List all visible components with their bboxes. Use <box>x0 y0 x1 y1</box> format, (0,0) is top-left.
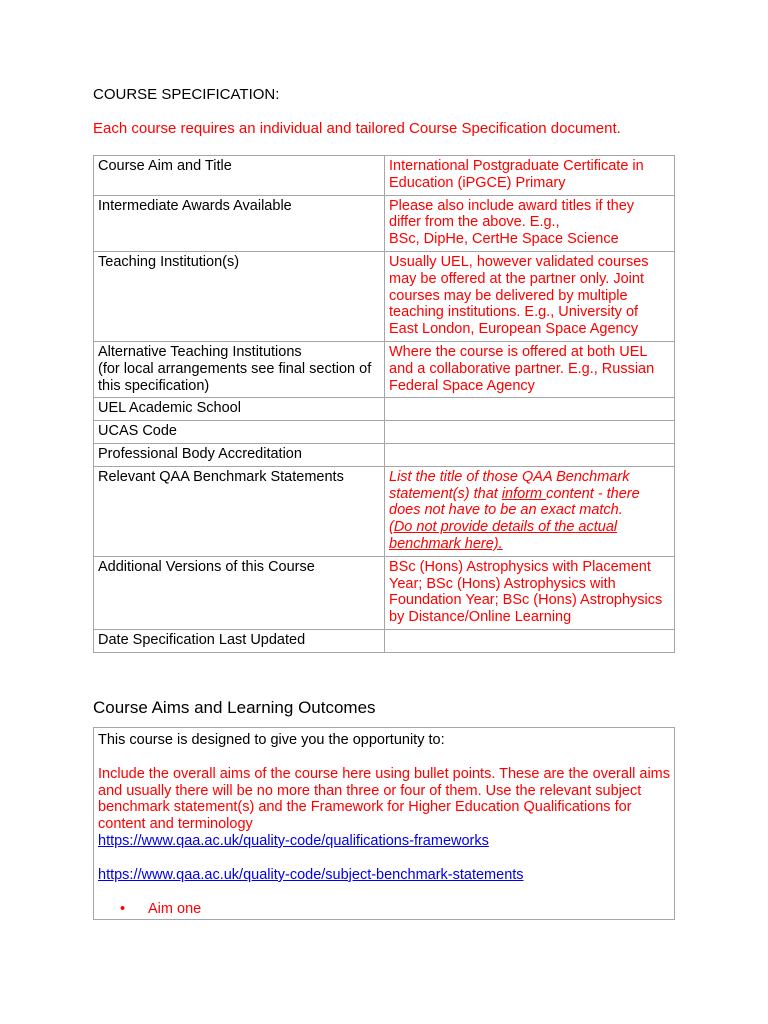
row-label-line: (for local arrangements see final section of this specification) <box>98 360 372 394</box>
aims-instructions: Include the overall aims of the course here using bullet points. These are the overall aims and usually there will be no more than three or four of them. Use the relevant subject benchmark statement(s) and the Framework for Higher Education Qualifications for content and terminology <box>98 765 670 833</box>
section-title: Course Aims and Learning Outcomes <box>93 698 376 717</box>
row-value-line: Please also include award titles if they differ from the above. E.g., <box>389 197 635 231</box>
row-value-empty[interactable] <box>385 398 675 421</box>
list-item <box>98 901 670 918</box>
table-row <box>94 341 675 397</box>
row-label-line: Alternative Teaching Institutions <box>98 343 302 360</box>
table-row <box>94 421 675 444</box>
table-row <box>94 398 675 421</box>
subject-benchmark-link[interactable]: https://www.qaa.ac.uk/quality-code/subject-benchmark-statements <box>98 866 524 883</box>
row-label: Teaching Institution(s) <box>94 251 385 341</box>
table-row <box>94 443 675 466</box>
row-label: Professional Body Accreditation <box>94 443 385 466</box>
qualifications-frameworks-link[interactable]: https://www.qaa.ac.uk/quality-code/qualifications-frameworks <box>98 832 489 849</box>
row-label: Intermediate Awards Available <box>94 195 385 251</box>
table-row <box>94 466 675 556</box>
table-row <box>94 156 675 196</box>
row-label <box>94 341 385 397</box>
row-value: International Postgraduate Certificate in Education (iPGCE) Primary <box>385 156 675 196</box>
row-label: Course Aim and Title <box>94 156 385 196</box>
row-value-empty[interactable] <box>385 421 675 444</box>
benchmark-text-cont: content - there does not have to be an exact match. <box>389 485 640 519</box>
benchmark-inform: inform <box>501 485 547 502</box>
row-label: Relevant QAA Benchmark Statements <box>94 466 385 556</box>
table-row <box>94 629 675 652</box>
aims-lead: This course is designed to give you the opportunity to: <box>98 732 445 748</box>
row-value-empty[interactable] <box>385 443 675 466</box>
row-label: Additional Versions of this Course <box>94 556 385 629</box>
row-label: UCAS Code <box>94 421 385 444</box>
row-label: UEL Academic School <box>94 398 385 421</box>
table-row <box>94 556 675 629</box>
row-label: Date Specification Last Updated <box>94 629 385 652</box>
page-heading: COURSE SPECIFICATION: <box>93 86 280 103</box>
row-value: BSc (Hons) Astrophysics with Placement Year; BSc (Hons) Astrophysics with Foundation Year; BSc (Hons) Astrophysics by Distance/Online Learning <box>385 556 675 629</box>
row-value-empty[interactable] <box>385 629 675 652</box>
table-row <box>94 251 675 341</box>
bullet-text: Aim one <box>148 900 202 917</box>
benchmark-text: List the title of those QAA Benchmark statement(s) that <box>389 468 630 502</box>
course-spec-table <box>93 155 675 653</box>
row-value: Usually UEL, however validated courses may be offered at the partner only. Joint courses may be delivered by multiple teaching institutions. E.g., University of East London, European Space Agency <box>385 251 675 341</box>
bullet-icon: • <box>120 900 126 917</box>
row-value <box>385 195 675 251</box>
aims-box <box>93 727 675 920</box>
row-value <box>385 466 675 556</box>
row-value: Where the course is offered at both UEL and a collaborative partner. E.g., Russian Federal Space Agency <box>385 341 675 397</box>
benchmark-note: (Do not provide details of the actual benchmark here). <box>389 519 618 552</box>
table-row <box>94 195 675 251</box>
intro-instruction: Each course requires an individual and tailored Course Specification document. <box>93 120 621 137</box>
row-value-line: BSc, DipHe, CertHe Space Science <box>389 231 619 248</box>
